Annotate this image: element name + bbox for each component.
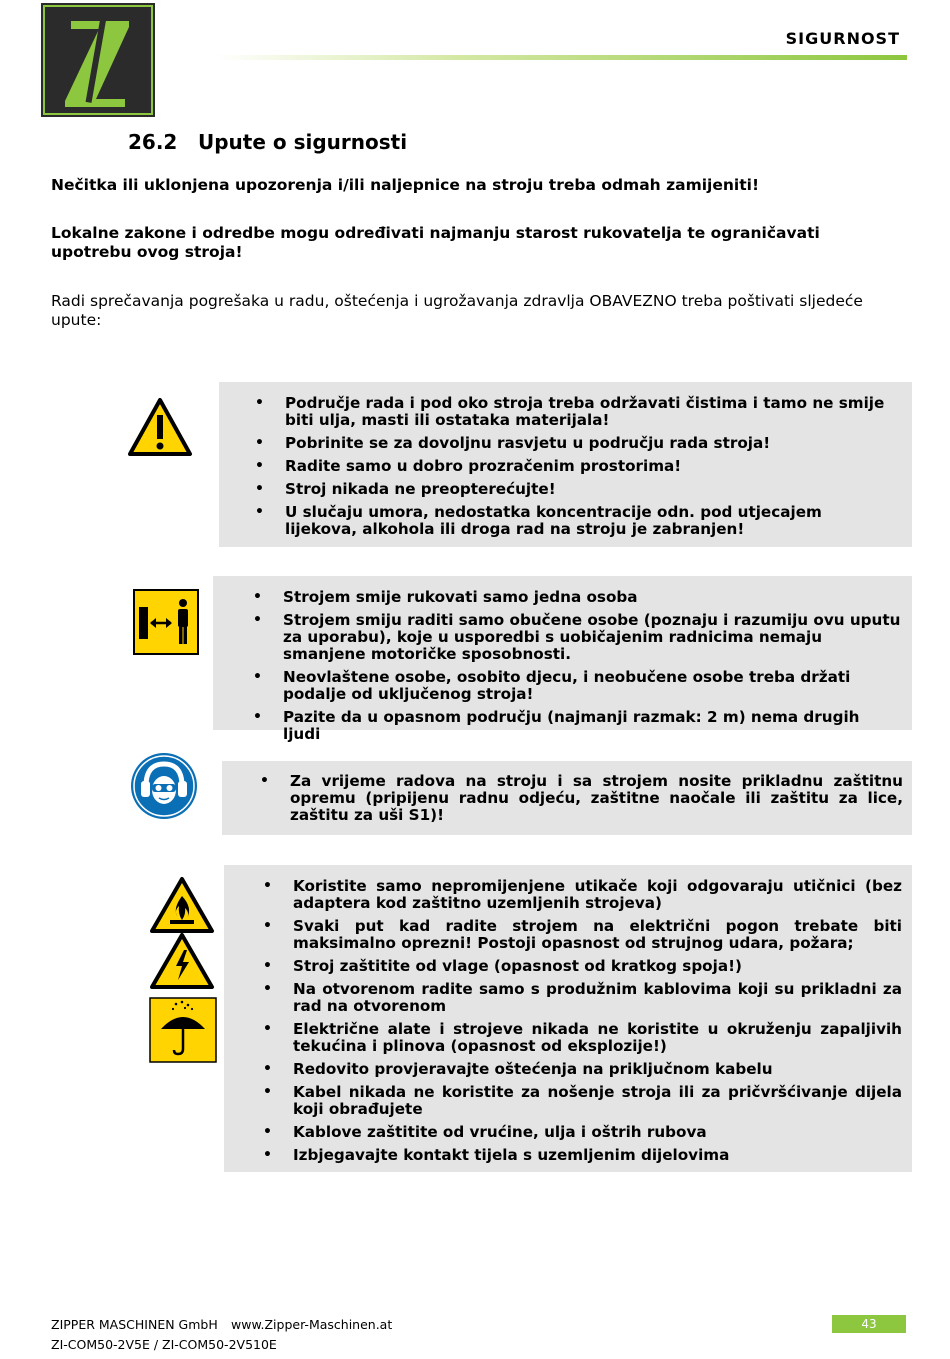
list-item: • U slučaju umora, nedostatka koncentracije odn. pod utjecajem lijekova, alkohola ili droga rad na stroju je zabranjen!: [285, 504, 885, 538]
list-item: • Područje rada i pod oko stroja treba održavati čistima i tamo ne smije biti ulja, masti ili ostataka materijala!: [285, 395, 885, 429]
intro-paragraph-1: Nečitka ili uklonjena upozorenja i/ili naljepnice na stroju treba odmah zamijeniti!: [51, 176, 760, 194]
list-item: • Za vrijeme radova na stroju i sa strojem nosite prikladnu zaštitnu opremu (pripijenu radnu odjeću, zaštitne naočale ili zaštitu za lice, zaštitu za uši S1)!: [290, 773, 903, 824]
electric-shock-icon: [149, 932, 215, 994]
list-item: • Stroj zaštitite od vlage (opasnost od kratkog spoja!): [293, 958, 902, 975]
list-item: • Koristite samo nepromijenjene utikače koji odgovaraju utičnici (bez adaptera kod zaštitno uzemljenih strojeva): [293, 878, 902, 912]
list-item: • Stroj nikada ne preopterećujte!: [285, 481, 885, 498]
list-item: • Na otvorenom radite samo s produžnim kablovima koji su prikladni za rad na otvorenom: [293, 981, 902, 1015]
safety-box-workplace: [219, 382, 912, 547]
list-item: • Kabel nikada ne koristite za nošenje stroja ili za pričvršćivanje dijela koji obrađujete: [293, 1084, 902, 1118]
safety-box-operators: [213, 576, 912, 743]
list-item: • Radite samo u dobro prozračenim prostorima!: [285, 458, 885, 475]
list-item: • Električne alate i strojeve nikada ne koristite u okruženju zapaljivih tekućina i plinova (opasnost od eksplozije!): [293, 1021, 902, 1055]
ear-eye-protection-icon: [130, 752, 198, 824]
safety-box-electrical: [224, 865, 912, 1172]
general-warning-icon: [127, 397, 193, 461]
safety-box-protective-equipment: [222, 761, 912, 835]
footer-website: www.Zipper-Maschinen.at: [231, 1317, 393, 1332]
zipper-logo: [41, 3, 155, 117]
list-item: • Pobrinite se za dovoljnu rasvjetu u području rada stroja!: [285, 435, 885, 452]
section-number: 26.2: [128, 130, 178, 154]
list-item: • Strojem smije rukovati samo jedna osoba: [283, 589, 901, 606]
footer-model: ZI-COM50-2V5E / ZI-COM50-2V510E: [51, 1337, 277, 1352]
list-item: • Izbjegavajte kontakt tijela s uzemljenim dijelovima: [293, 1147, 902, 1164]
flammable-icon: [149, 876, 215, 938]
keep-dry-icon: [149, 997, 217, 1067]
intro-paragraph-3: Radi sprečavanja pogrešaka u radu, oštećenja i ugrožavanja zdravlja OBAVEZNO treba poštivati sljedeće upute:: [51, 292, 863, 329]
list-item: • Svaki put kad radite strojem na električni pogon trebate biti maksimalno oprezni! Postoji opasnost od strujnog udara, požara;: [293, 918, 902, 952]
section-title: Upute o sigurnosti: [198, 130, 408, 154]
section-heading: [128, 130, 407, 154]
intro-paragraph-2: Lokalne zakone i odredbe mogu određivati najmanju starost rukovatelja te ograničavati upotrebu ovog stroja!: [51, 224, 820, 261]
list-item: • Kablove zaštitite od vrućine, ulja i oštrih rubova: [293, 1124, 902, 1141]
list-item: • Strojem smiju raditi samo obučene osobe (poznaju i razumiju ovu uputu za uporabu), koje u usporedbi s uobičajenim radnicima nemaju smanjene motoričke sposobnosti.: [283, 612, 901, 663]
keep-distance-icon: [133, 589, 199, 659]
section-label: SIGURNOST: [785, 29, 900, 48]
list-item: • Pazite da u opasnom području (najmanji razmak: 2 m) nema drugih ljudi: [283, 709, 901, 743]
list-item: • Redovito provjeravajte oštećenja na priključnom kabelu: [293, 1061, 902, 1078]
list-item: • Neovlaštene osobe, osobito djecu, i neobučene osobe treba držati podalje od uključenog stroja!: [283, 669, 901, 703]
header-divider: [215, 55, 907, 60]
page-number: 43: [832, 1315, 906, 1333]
footer-company: ZIPPER MASCHINEN GmbH: [51, 1317, 218, 1332]
